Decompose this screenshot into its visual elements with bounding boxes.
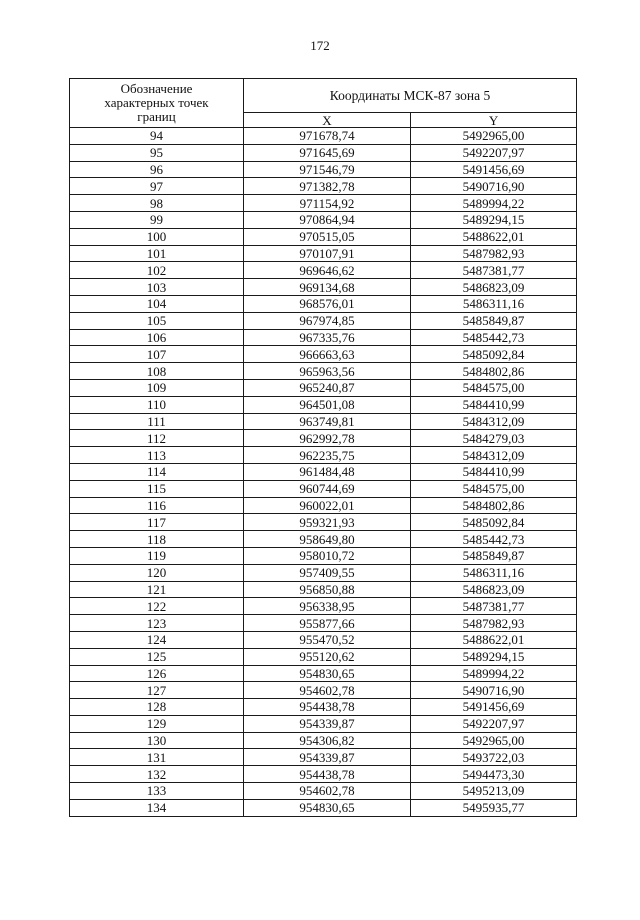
table-body [70,128,577,817]
point-cell: 134 [70,799,244,816]
table-row [70,581,577,598]
point-cell: 127 [70,682,244,699]
table-row [70,279,577,296]
x-coordinate-cell: 970864,94 [244,211,411,228]
x-coordinate-cell: 954438,78 [244,699,411,716]
table-row [70,699,577,716]
point-cell: 104 [70,295,244,312]
table-row [70,195,577,212]
table-row [70,245,577,262]
table-row [70,329,577,346]
x-coordinate-cell: 960744,69 [244,480,411,497]
point-cell: 102 [70,262,244,279]
x-coordinate-cell: 956338,95 [244,598,411,615]
table-row [70,211,577,228]
point-header-line: характерных точек [104,94,209,110]
y-coordinate-cell: 5487982,93 [411,245,577,262]
point-cell: 98 [70,195,244,212]
point-cell: 101 [70,245,244,262]
x-coordinate-cell: 958649,80 [244,531,411,548]
table-row [70,178,577,195]
x-coordinate-cell: 964501,08 [244,396,411,413]
table-row [70,799,577,816]
point-cell: 112 [70,430,244,447]
table-row [70,144,577,161]
point-cell: 121 [70,581,244,598]
table-row [70,262,577,279]
table-row [70,295,577,312]
table-row [70,396,577,413]
point-cell: 100 [70,228,244,245]
point-cell: 111 [70,413,244,430]
y-coordinate-cell: 5484802,86 [411,497,577,514]
point-cell: 133 [70,783,244,800]
point-cell: 123 [70,615,244,632]
y-coordinate-cell: 5486311,16 [411,295,577,312]
x-coordinate-cell: 965240,87 [244,379,411,396]
y-coordinate-cell: 5485092,84 [411,514,577,531]
y-coordinate-cell: 5492965,00 [411,128,577,145]
table-row [70,363,577,380]
point-cell: 114 [70,463,244,480]
x-coordinate-cell: 969646,62 [244,262,411,279]
y-coordinate-cell: 5486823,09 [411,581,577,598]
x-coordinate-cell: 971645,69 [244,144,411,161]
y-coordinate-cell: 5485849,87 [411,312,577,329]
x-coordinate-cell: 962235,75 [244,447,411,464]
table-row [70,783,577,800]
y-coordinate-cell: 5484312,09 [411,447,577,464]
x-coordinate-cell: 958010,72 [244,547,411,564]
table-row [70,547,577,564]
table-row [70,228,577,245]
y-coordinate-cell: 5486311,16 [411,564,577,581]
point-cell: 125 [70,648,244,665]
table-row [70,531,577,548]
y-coordinate-cell: 5487381,77 [411,262,577,279]
table-row [70,715,577,732]
y-coordinate-cell: 5492207,97 [411,144,577,161]
x-coordinate-cell: 959321,93 [244,514,411,531]
x-coordinate-cell: 971382,78 [244,178,411,195]
y-coordinate-cell: 5494473,30 [411,766,577,783]
y-coordinate-cell: 5484312,09 [411,413,577,430]
y-coordinate-cell: 5485849,87 [411,547,577,564]
point-cell: 113 [70,447,244,464]
y-coordinate-cell: 5495213,09 [411,783,577,800]
point-header-line: Обозначение [120,80,193,96]
x-coordinate-cell: 954602,78 [244,682,411,699]
x-coordinate-cell: 954339,87 [244,715,411,732]
table-row [70,161,577,178]
point-column-header [70,79,244,128]
y-coordinate-cell: 5487982,93 [411,615,577,632]
point-header-line: границ [137,109,176,125]
point-cell: 119 [70,547,244,564]
x-coordinate-cell: 963749,81 [244,413,411,430]
x-coordinate-cell: 954830,65 [244,799,411,816]
table-row [70,312,577,329]
point-cell: 95 [70,144,244,161]
x-coordinate-cell: 954830,65 [244,665,411,682]
point-cell: 117 [70,514,244,531]
table-row [70,598,577,615]
table-row [70,128,577,145]
y-coordinate-cell: 5484575,00 [411,480,577,497]
table-row [70,732,577,749]
point-cell: 106 [70,329,244,346]
table-row [70,463,577,480]
x-coordinate-cell: 955470,52 [244,631,411,648]
point-cell: 132 [70,766,244,783]
x-coordinate-cell: 966663,63 [244,346,411,363]
x-coordinate-cell: 965963,56 [244,363,411,380]
y-coordinate-cell: 5490716,90 [411,178,577,195]
table-row [70,615,577,632]
point-cell: 129 [70,715,244,732]
point-cell: 118 [70,531,244,548]
table-row [70,430,577,447]
y-coordinate-cell: 5492965,00 [411,732,577,749]
point-cell: 122 [70,598,244,615]
point-cell: 97 [70,178,244,195]
y-coordinate-cell: 5488622,01 [411,228,577,245]
page-number: 172 [310,38,330,53]
table-row [70,346,577,363]
y-coordinate-cell: 5489294,15 [411,211,577,228]
table-row [70,514,577,531]
x-coordinate-cell: 954306,82 [244,732,411,749]
point-cell: 105 [70,312,244,329]
point-cell: 109 [70,379,244,396]
point-cell: 124 [70,631,244,648]
point-cell: 128 [70,699,244,716]
y-coordinate-cell: 5484410,99 [411,463,577,480]
x-coordinate-cell: 961484,48 [244,463,411,480]
x-coordinate-cell: 971678,74 [244,128,411,145]
point-cell: 126 [70,665,244,682]
y-coordinate-cell: 5491456,69 [411,699,577,716]
table-row [70,497,577,514]
x-coordinate-cell: 970515,05 [244,228,411,245]
x-coordinate-cell: 960022,01 [244,497,411,514]
table-row [70,413,577,430]
y-coordinate-cell: 5492207,97 [411,715,577,732]
table-row [70,447,577,464]
point-cell: 99 [70,211,244,228]
x-coordinate-cell: 971154,92 [244,195,411,212]
x-column-header: X [244,113,411,128]
point-cell: 110 [70,396,244,413]
y-coordinate-cell: 5490716,90 [411,682,577,699]
y-coordinate-cell: 5484279,03 [411,430,577,447]
x-coordinate-cell: 971546,79 [244,161,411,178]
point-cell: 120 [70,564,244,581]
point-cell: 107 [70,346,244,363]
point-cell: 130 [70,732,244,749]
y-coordinate-cell: 5484575,00 [411,379,577,396]
y-coordinate-cell: 5485442,73 [411,329,577,346]
y-coordinate-cell: 5487381,77 [411,598,577,615]
coordinate-system-header: Координаты МСК-87 зона 5 [244,79,577,113]
y-coordinate-cell: 5495935,77 [411,799,577,816]
y-coordinate-cell: 5489994,22 [411,195,577,212]
table-header [70,79,577,128]
table-row [70,379,577,396]
y-coordinate-cell: 5489994,22 [411,665,577,682]
y-coordinate-cell: 5493722,03 [411,749,577,766]
y-coordinate-cell: 5484410,99 [411,396,577,413]
table-row [70,766,577,783]
point-cell: 131 [70,749,244,766]
table-row [70,749,577,766]
table-row [70,564,577,581]
y-coordinate-cell: 5486823,09 [411,279,577,296]
table-row [70,682,577,699]
x-coordinate-cell: 955120,62 [244,648,411,665]
x-coordinate-cell: 954438,78 [244,766,411,783]
y-coordinate-cell: 5491456,69 [411,161,577,178]
x-coordinate-cell: 969134,68 [244,279,411,296]
point-cell: 96 [70,161,244,178]
x-coordinate-cell: 970107,91 [244,245,411,262]
table-row [70,648,577,665]
x-coordinate-cell: 955877,66 [244,615,411,632]
y-coordinate-cell: 5485092,84 [411,346,577,363]
coordinates-table [69,78,577,817]
point-cell: 116 [70,497,244,514]
point-cell: 94 [70,128,244,145]
x-coordinate-cell: 968576,01 [244,295,411,312]
y-coordinate-cell: 5488622,01 [411,631,577,648]
table-row [70,480,577,497]
x-coordinate-cell: 957409,55 [244,564,411,581]
y-column-header: Y [411,113,577,128]
point-cell: 108 [70,363,244,380]
table-row [70,631,577,648]
x-coordinate-cell: 954339,87 [244,749,411,766]
x-coordinate-cell: 956850,88 [244,581,411,598]
y-coordinate-cell: 5485442,73 [411,531,577,548]
y-coordinate-cell: 5489294,15 [411,648,577,665]
table-row [70,665,577,682]
x-coordinate-cell: 967974,85 [244,312,411,329]
x-coordinate-cell: 967335,76 [244,329,411,346]
x-coordinate-cell: 954602,78 [244,783,411,800]
point-cell: 115 [70,480,244,497]
y-coordinate-cell: 5484802,86 [411,363,577,380]
point-cell: 103 [70,279,244,296]
x-coordinate-cell: 962992,78 [244,430,411,447]
